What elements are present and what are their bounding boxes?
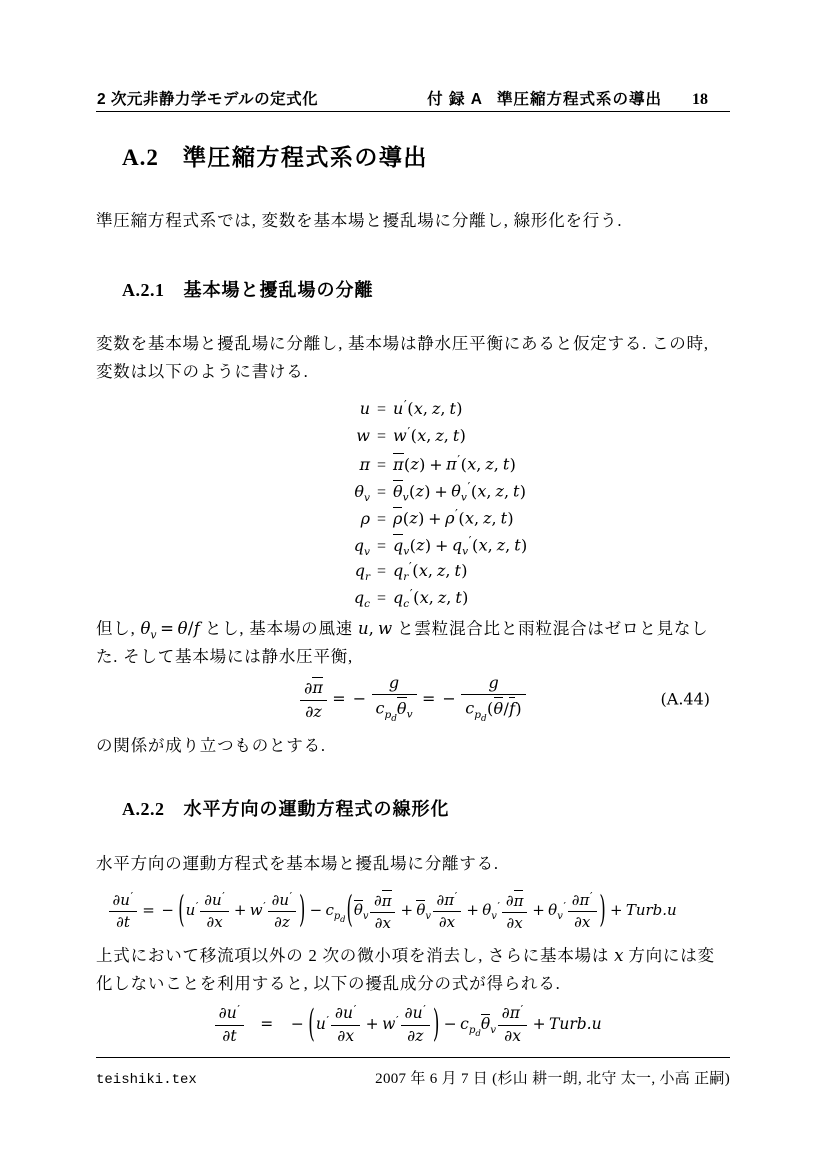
equation-momentum-full-math: $\frac{\partial u'}{\partial t}$ = − (u′ $\frac{\partial u'}{\partial x}$ + w′ $\frac{\partial u'}{\partial z}$ ) − $c_{p_d}(\theta_v$ $\frac{\partial\pi}{\partial x}$ + $\theta_v$ $\frac{\partial\pi'}{\partial x}$ + $\theta_v'$ $\frac{\partial\pi}{\partial x}$ + $\theta_v'$ $\frac{\partial\pi'}{\partial x}$ ) + Turb.u xyxy=(107,890,677,932)
subsection-a22-heading xyxy=(122,795,450,821)
equation-tag-a44: (A.44) xyxy=(660,689,710,709)
equation-variable-decomposition xyxy=(341,399,528,615)
paragraph-intro: 準圧縮方程式系では, 変数を基本場と擾乱場に分離し, 線形化を行う. xyxy=(96,211,623,230)
running-header xyxy=(96,85,730,112)
header-appendix-title: 準圧縮方程式系の導出 xyxy=(496,91,662,108)
subsection-a21-heading xyxy=(122,276,374,302)
subsection-a22-number: A.2.2 xyxy=(122,799,165,819)
section-title: 準圧縮方程式系の導出 xyxy=(182,144,428,170)
equation-hydrostatic-balance xyxy=(96,672,730,726)
paragraph-perturbation: 上式において移流項以外の 2 次の微小項を消去し, さらに基本場は x 方向には変 化しないことを利用すると, 以下の擾乱成分の式が得られる. xyxy=(96,946,715,993)
equation-momentum-full xyxy=(107,882,733,940)
header-page-number: 18 xyxy=(692,91,708,108)
equation-hydrostatic-math: $\frac{\partial\pi}{\partial z}$ = − $\frac{g}{c_{p_d}\theta_v}$ = − $\frac{g}{c_{p_d}(\theta/f)}$ xyxy=(298,674,528,724)
running-footer xyxy=(96,1057,730,1088)
subsection-a21-title: 基本場と擾乱場の分離 xyxy=(183,280,374,300)
paragraph-basic-state: 但し, $\theta_v = \theta/f$ とし, 基本場の風速 u, w と雲粒混合比と雨粒混合はゼロと見なし た. そして基本場には静水圧平衡, xyxy=(96,619,709,666)
subsection-a21-number: A.2.1 xyxy=(122,280,165,300)
equation-row: $q_c$ = $q_c'(x$, z, t) xyxy=(353,586,469,611)
paragraph-hydrostatic-follow: の関係が成り立つものとする. xyxy=(96,736,326,755)
equation-momentum-perturbation-math: $\frac{\partial u'}{\partial t}$ = − (u′ $\frac{\partial u'}{\partial x}$ + w′ $\frac{\partial u'}{\partial z}$ ) − $c_{p_d}\theta_v$ $\frac{\partial\pi'}{\partial x}$ + Turb.u xyxy=(213,1004,602,1046)
header-right-group xyxy=(427,87,708,109)
equation-row: $\theta_v$ = $\theta_v(z) + \theta_v'(x$, z, t) xyxy=(354,480,527,504)
equation-row: π = π(z) + π′(x, z, t) xyxy=(359,453,516,474)
header-chapter-title: 2 次元非静力学モデルの定式化 xyxy=(97,91,319,108)
footer-date-authors: 2007 年 6 月 7 日 (杉山 耕一朗, 北守 太一, 小高 正嗣) xyxy=(375,1071,730,1087)
equation-row: $q_v$ = $q_v(z) + q_v'(x$, z, t) xyxy=(353,534,528,558)
equation-row: w = w′(x, z, t) xyxy=(356,424,466,445)
header-appendix-label: 付 録 A xyxy=(427,91,483,108)
equation-momentum-perturbation xyxy=(213,998,602,1052)
paragraph-linearize: 水平方向の運動方程式を基本場と擾乱場に分離する. xyxy=(96,854,499,873)
section-number: A.2 xyxy=(122,145,159,170)
footer-filename: teishiki.tex xyxy=(96,1072,197,1088)
equation-row: u = u′(x, z, t) xyxy=(359,397,463,418)
section-heading xyxy=(122,139,428,172)
subsection-a22-title: 水平方向の運動方程式の線形化 xyxy=(183,799,450,819)
equation-row: $q_r$ = $q_r'(x$, z, t) xyxy=(354,559,468,584)
equation-row: ρ = ρ(z) + ρ′(x, z, t) xyxy=(360,507,514,528)
paragraph-separation: 変数を基本場と擾乱場に分離し, 基本場は静水圧平衡にあると仮定する. この時, 変数は以下のように書ける. xyxy=(96,334,709,381)
